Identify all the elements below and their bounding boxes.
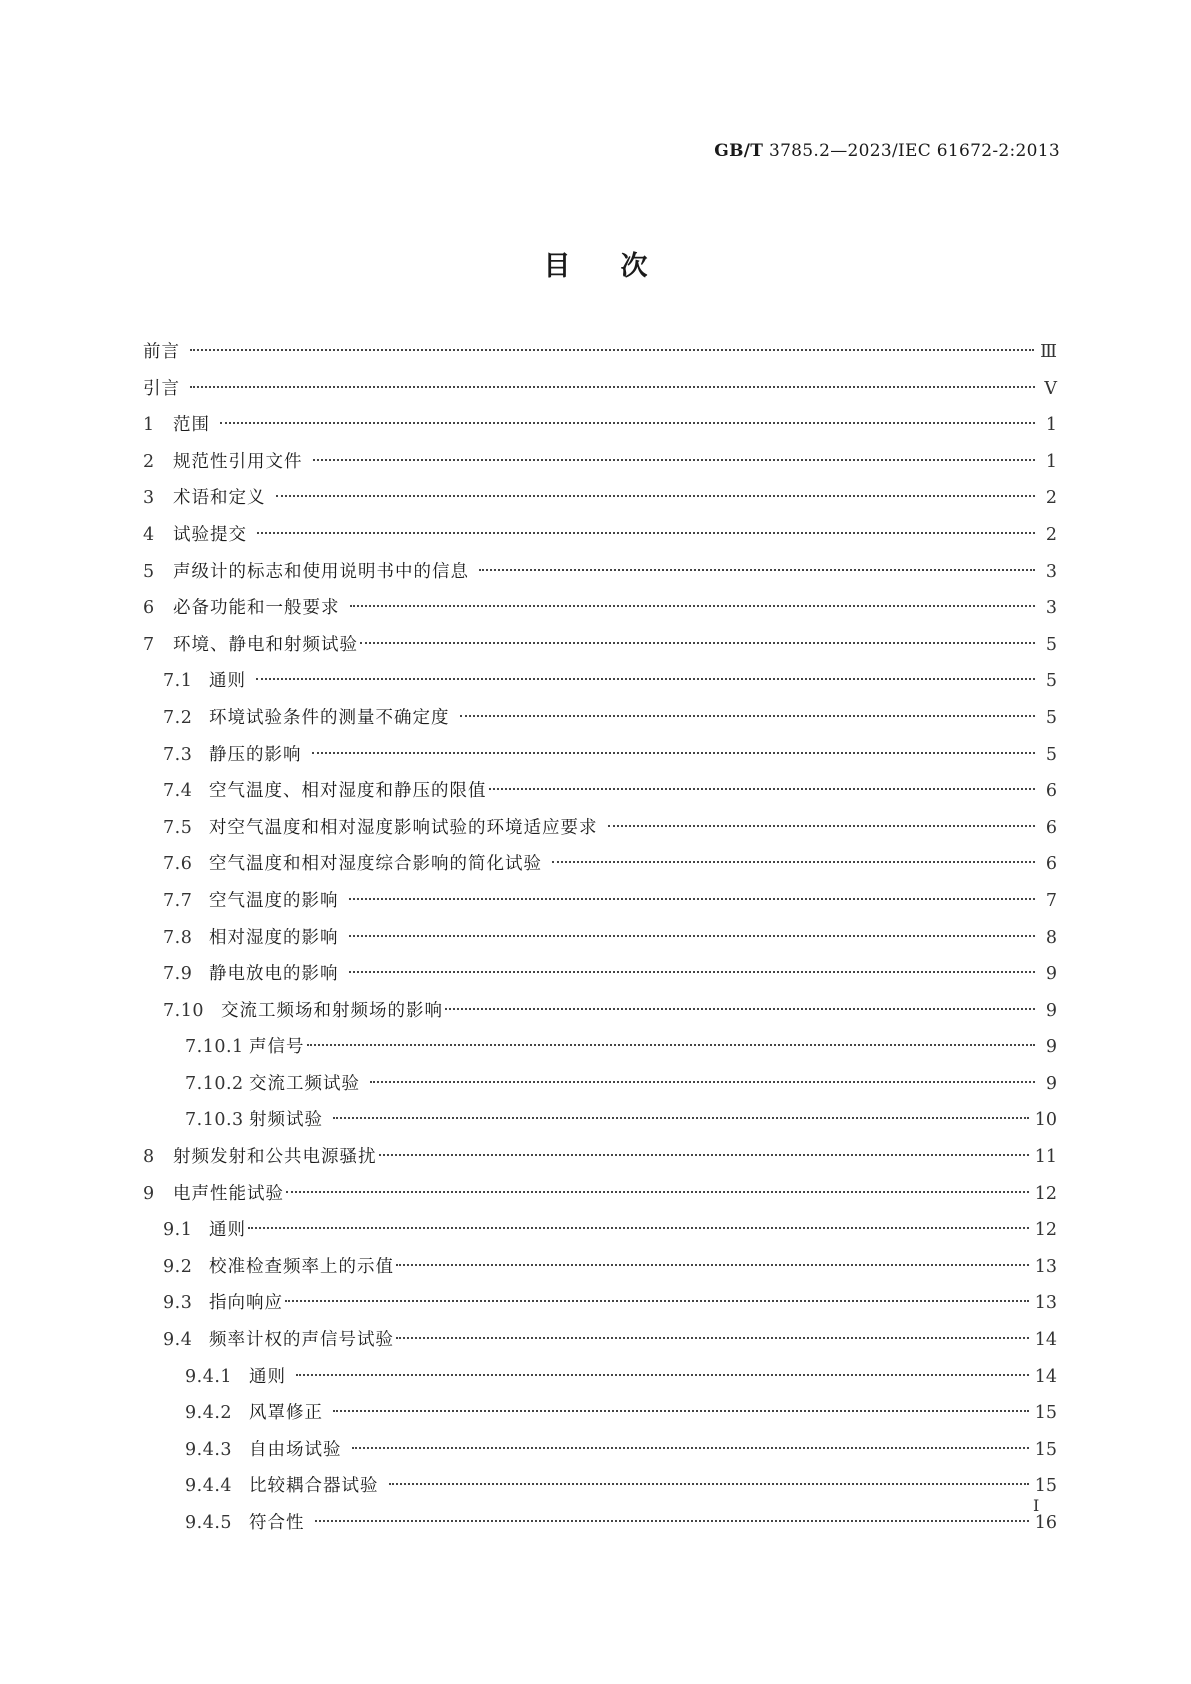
- toc-entry-label: 环境、静电和射频试验: [173, 634, 358, 655]
- toc-entry-number: 7.10.2: [185, 1073, 244, 1094]
- toc-entry-number: 7.7: [163, 890, 193, 911]
- toc-entry[interactable]: [143, 810, 1057, 847]
- toc-entry-label: 射频试验: [249, 1110, 323, 1131]
- toc-entry-number: 7.10.1: [185, 1037, 244, 1058]
- toc-entry-page: 3: [1045, 598, 1057, 619]
- toc-entry-page: 15: [1034, 1403, 1057, 1424]
- toc-entry[interactable]: [143, 334, 1057, 371]
- toc-entry-page: 9: [1045, 1037, 1057, 1058]
- toc-entry-page: 7: [1045, 890, 1057, 911]
- dot-leader: [333, 1117, 1029, 1119]
- toc-entry-number: 7.5: [163, 817, 193, 838]
- toc-entry-page: 14: [1034, 1330, 1057, 1351]
- toc-entry[interactable]: [143, 1505, 1057, 1542]
- dot-leader: [248, 1227, 1029, 1229]
- toc-entry[interactable]: [143, 1212, 1057, 1249]
- dot-leader: [350, 605, 1036, 607]
- toc-entry-number: 9.4.3: [185, 1439, 233, 1460]
- toc-entry-number: 7.8: [163, 927, 193, 948]
- toc-entry-number: 7.6: [163, 854, 193, 875]
- toc-entry-label: 指向响应: [209, 1293, 283, 1314]
- toc-entry[interactable]: [143, 554, 1057, 591]
- toc-entry[interactable]: [143, 627, 1057, 664]
- dot-leader: [220, 422, 1035, 424]
- toc-entry-number: 1: [143, 415, 155, 436]
- toc-entry-label: 必备功能和一般要求: [173, 598, 340, 619]
- dot-leader: [256, 678, 1035, 680]
- toc-entry-label: 交流工频场和射频场的影响: [221, 1000, 443, 1021]
- dot-leader: [396, 1337, 1029, 1339]
- dot-leader: [313, 459, 1036, 461]
- dot-leader: [276, 495, 1036, 497]
- toc-entry-label: 声级计的标志和使用说明书中的信息: [173, 561, 469, 582]
- standard-prefix: GB/T: [714, 141, 764, 161]
- dot-leader: [479, 569, 1035, 571]
- toc-entry-label: 校准检查频率上的示值: [209, 1256, 394, 1277]
- toc-entry-label: 范围: [173, 415, 210, 436]
- toc-entry-page: 14: [1034, 1366, 1057, 1387]
- toc-entry-label: 符合性: [249, 1513, 305, 1533]
- toc-entry[interactable]: [143, 1249, 1057, 1286]
- toc-entry-label: 相对湿度的影响: [209, 927, 339, 948]
- toc-entry[interactable]: [143, 920, 1057, 957]
- toc-entry-number: 7.1: [163, 671, 193, 692]
- toc-entry-label: 通则: [209, 1220, 246, 1241]
- toc-entry-page: 12: [1034, 1220, 1057, 1241]
- toc-entry-page: Ⅴ: [1044, 378, 1057, 399]
- dot-leader: [349, 971, 1036, 973]
- toc-entry-page: 9: [1045, 1073, 1057, 1094]
- dot-leader: [349, 898, 1036, 900]
- toc-entry-label: 风罩修正: [249, 1403, 323, 1424]
- toc-entry-page: 13: [1034, 1293, 1057, 1314]
- dot-leader: [445, 1008, 1035, 1010]
- dot-leader: [296, 1374, 1029, 1376]
- toc-entry[interactable]: [143, 737, 1057, 774]
- dot-leader: [379, 1154, 1029, 1156]
- toc-entry-page: 9: [1045, 1000, 1057, 1021]
- toc-entry-page: 15: [1034, 1439, 1057, 1460]
- toc-entry[interactable]: [143, 1468, 1057, 1505]
- toc-entry-label: 引言: [143, 378, 180, 399]
- dot-leader: [552, 861, 1035, 863]
- toc-entry-number: 9.4.4: [185, 1476, 233, 1497]
- toc-entry-label: 试验提交: [173, 524, 247, 545]
- toc-entry-number: 9.2: [163, 1256, 193, 1277]
- toc-entry[interactable]: [143, 663, 1057, 700]
- dot-leader: [312, 752, 1036, 754]
- page-number: I: [1033, 1496, 1040, 1515]
- toc-entry-number: 9.4.1: [185, 1366, 233, 1387]
- toc-entry-number: 2: [143, 451, 155, 472]
- toc-entry-label: 频率计权的声信号试验: [209, 1330, 394, 1351]
- toc-entry[interactable]: [143, 1066, 1057, 1103]
- toc-entry[interactable]: [143, 480, 1057, 517]
- dot-leader: [315, 1520, 1029, 1522]
- toc-entry-label: 规范性引用文件: [173, 451, 303, 472]
- toc-entry-page: 3: [1045, 561, 1057, 582]
- dot-leader: [190, 349, 1034, 351]
- toc-entry-number: 5: [143, 561, 155, 582]
- toc-entry[interactable]: [143, 956, 1057, 993]
- toc-entry-page: 6: [1045, 854, 1057, 875]
- toc-entry-page: 1: [1045, 451, 1057, 472]
- toc-entry-page: 1: [1045, 415, 1057, 436]
- toc-entry-label: 空气温度和相对湿度综合影响的简化试验: [209, 854, 542, 875]
- toc-entry-number: 4: [143, 524, 155, 545]
- toc-entry-page: 6: [1045, 781, 1057, 802]
- toc-entry-page: Ⅲ: [1040, 342, 1057, 362]
- dot-leader: [360, 642, 1035, 644]
- toc-entry[interactable]: [143, 1322, 1057, 1359]
- toc-entry-page: 2: [1045, 524, 1057, 545]
- toc-entry[interactable]: [143, 883, 1057, 920]
- toc-entry-label: 静电放电的影响: [209, 964, 339, 985]
- dot-leader: [489, 788, 1036, 790]
- toc-entry-page: 15: [1034, 1476, 1057, 1497]
- toc-entry-number: 7.2: [163, 707, 193, 728]
- toc-entry-number: 7.10.3: [185, 1110, 244, 1131]
- toc-entry[interactable]: [143, 846, 1057, 883]
- dot-leader: [370, 1081, 1035, 1083]
- dot-leader: [352, 1447, 1029, 1449]
- toc-entry-label: 空气温度的影响: [209, 890, 339, 911]
- toc-entry[interactable]: [143, 1102, 1057, 1139]
- dot-leader: [285, 1300, 1029, 1302]
- toc-entry[interactable]: [143, 444, 1057, 481]
- toc-entry-number: 6: [143, 598, 155, 619]
- toc-entry[interactable]: [143, 993, 1057, 1030]
- toc-entry-number: 7.10: [163, 1000, 204, 1021]
- toc-entry-label: 交流工频试验: [249, 1073, 360, 1094]
- toc-entry-page: 16: [1034, 1513, 1057, 1533]
- toc-entry-number: 9.4.2: [185, 1403, 233, 1424]
- toc-entry-label: 比较耦合器试验: [249, 1476, 379, 1497]
- dot-leader: [286, 1191, 1029, 1193]
- toc-entry-page: 2: [1045, 488, 1057, 509]
- dot-leader: [333, 1410, 1029, 1412]
- dot-leader: [349, 935, 1036, 937]
- toc-entry-label: 射频发射和公共电源骚扰: [173, 1147, 377, 1168]
- toc-entry[interactable]: [143, 590, 1057, 627]
- dot-leader: [460, 715, 1036, 717]
- toc-entry-label: 前言: [143, 342, 180, 362]
- toc-entry[interactable]: [143, 700, 1057, 737]
- toc-entry[interactable]: [143, 517, 1057, 554]
- toc-entry-label: 通则: [209, 671, 246, 692]
- page-title: 目次: [543, 251, 698, 282]
- toc-entry[interactable]: [143, 407, 1057, 444]
- toc-entry-page: 5: [1045, 744, 1057, 765]
- toc-entry[interactable]: [143, 1139, 1057, 1176]
- dot-leader: [396, 1264, 1029, 1266]
- toc-entry-number: 3: [143, 488, 155, 509]
- toc-entry-label: 通则: [249, 1366, 286, 1387]
- toc-entry[interactable]: [143, 1432, 1057, 1469]
- toc-entry[interactable]: [143, 1176, 1057, 1213]
- toc-entry-label: 对空气温度和相对湿度影响试验的环境适应要求: [209, 817, 598, 838]
- toc-entry-page: 5: [1045, 634, 1057, 655]
- toc-entry-label: 电声性能试验: [173, 1183, 284, 1204]
- toc-entry-page: 5: [1045, 707, 1057, 728]
- toc-entry[interactable]: [143, 1029, 1057, 1066]
- toc-entry-label: 环境试验条件的测量不确定度: [209, 707, 450, 728]
- dot-leader: [608, 825, 1036, 827]
- toc-entry[interactable]: [143, 371, 1057, 408]
- toc-entry-page: 5: [1045, 671, 1057, 692]
- toc-entry-number: 7.4: [163, 781, 193, 802]
- toc-entry-label: 空气温度、相对湿度和静压的限值: [209, 781, 487, 802]
- toc-entry-page: 9: [1045, 964, 1057, 985]
- toc-entry-label: 声信号: [249, 1037, 305, 1058]
- toc-entry-number: 7.3: [163, 744, 193, 765]
- standard-code: [714, 141, 1060, 161]
- dot-leader: [307, 1044, 1036, 1046]
- toc-entry[interactable]: [143, 1359, 1057, 1396]
- toc-entry-number: 9.1: [163, 1220, 193, 1241]
- toc-entry-number: 9.3: [163, 1293, 193, 1314]
- toc-entry-number: 9.4: [163, 1330, 193, 1351]
- toc-entry-number: 9: [143, 1183, 155, 1204]
- table-of-contents: [143, 334, 1057, 1542]
- toc-entry-label: 静压的影响: [209, 744, 302, 765]
- toc-entry-page: 6: [1045, 817, 1057, 838]
- toc-entry-page: 8: [1045, 927, 1057, 948]
- toc-entry-page: 10: [1034, 1110, 1057, 1131]
- toc-entry-number: 9.4.5: [185, 1513, 233, 1533]
- toc-entry-page: 13: [1034, 1256, 1057, 1277]
- toc-entry[interactable]: [143, 1395, 1057, 1432]
- toc-entry[interactable]: [143, 773, 1057, 810]
- toc-entry[interactable]: [143, 1285, 1057, 1322]
- toc-entry-page: 12: [1034, 1183, 1057, 1204]
- dot-leader: [257, 532, 1035, 534]
- toc-entry-label: 自由场试验: [249, 1439, 342, 1460]
- toc-entry-label: 术语和定义: [173, 488, 266, 509]
- toc-entry-number: 8: [143, 1147, 155, 1168]
- toc-entry-number: 7.9: [163, 964, 193, 985]
- standard-number: 3785.2—2023/IEC 61672-2:2013: [763, 141, 1060, 161]
- toc-entry-page: 11: [1034, 1147, 1057, 1168]
- dot-leader: [190, 386, 1035, 388]
- dot-leader: [389, 1483, 1029, 1485]
- toc-entry-number: 7: [143, 634, 155, 655]
